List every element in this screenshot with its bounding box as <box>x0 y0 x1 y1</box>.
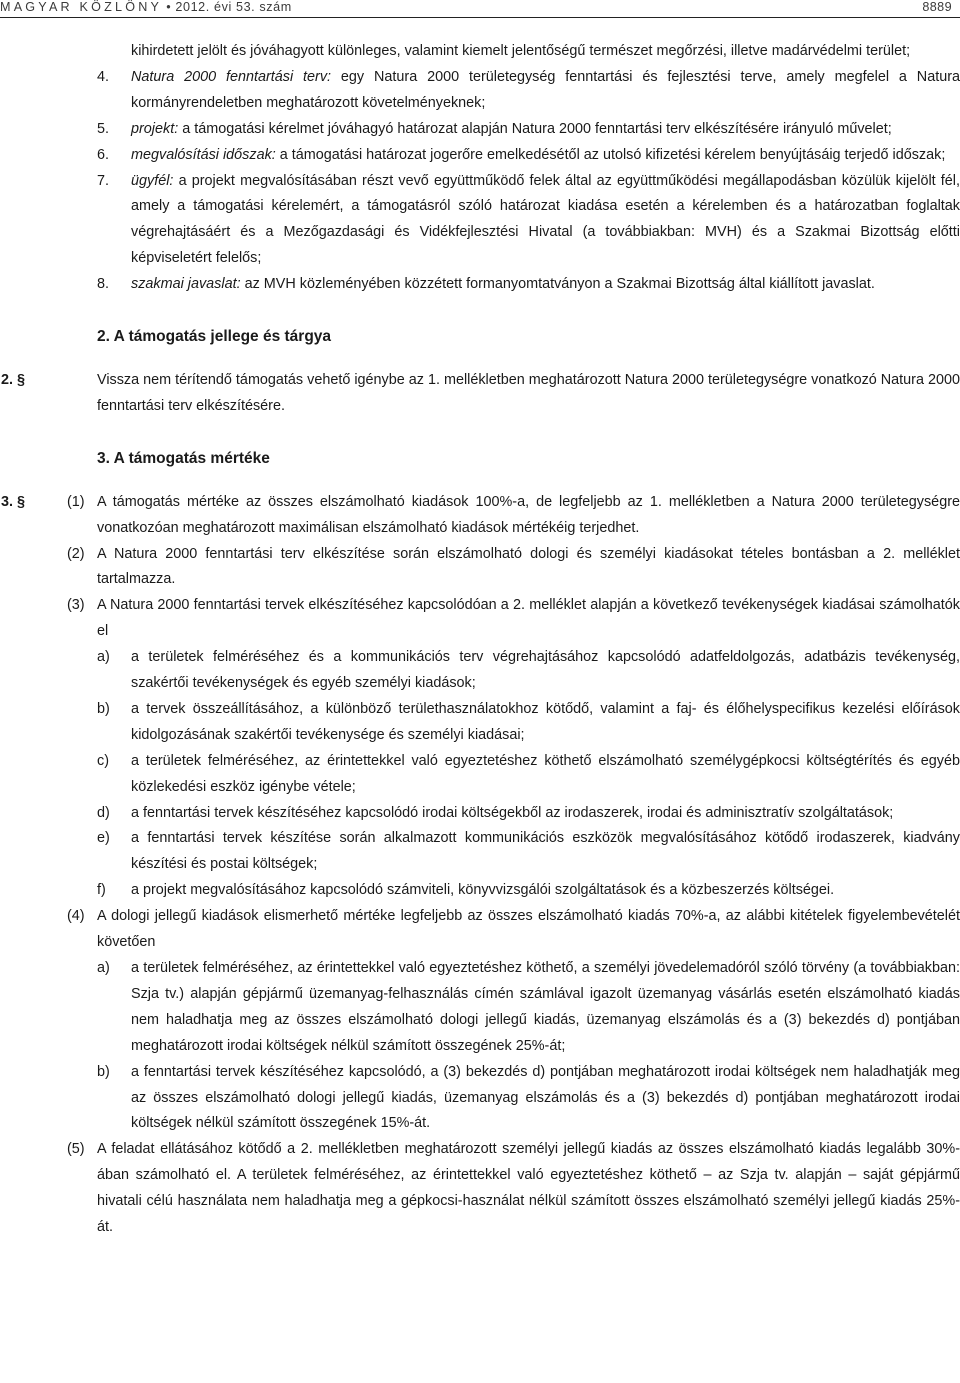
definition-number: 8. <box>97 276 110 293</box>
paragraph-3-subsection-5 <box>0 1137 960 1241</box>
list-item <box>0 878 960 904</box>
definition-item <box>0 65 960 117</box>
definition-item <box>0 169 960 273</box>
definition-text: az MVH közleményében közzétett formanyomtatványon a Szakmai Bizottság által kiállított javaslat. <box>240 276 875 293</box>
paragraph-3-subsection-2 <box>0 542 960 594</box>
definition-term: szakmai javaslat: <box>131 276 241 293</box>
paragraph-text: Vissza nem térítendő támogatás vehető igénybe az 1. mellékletben meghatározott Natura 2000 területegységre vonatkozó Natura 2000 fenntartási terv elkészítésére. <box>97 371 960 414</box>
definition-intro: kihirdetett jelölt és jóváhagyott különleges, valamint kiemelt jelentőségű természet megőrzési, illetve madárvédelmi terület; <box>131 43 911 59</box>
section-2-heading: 2. A támogatás jellege és tárgya <box>97 328 332 346</box>
list-item-text: a területek felméréséhez, az érintettekkel való egyeztetéshez köthető elszámolható személygépkocsi költségtérítés és egyéb közlekedési eszköz igénybe vétele; <box>131 752 960 795</box>
definition-number: 7. <box>97 172 110 189</box>
list-item <box>0 801 960 827</box>
section-3-heading: 3. A támogatás mértéke <box>97 449 270 467</box>
issue-label: 2012. évi 53. szám <box>175 0 292 14</box>
list-item-text: a területek felméréséhez, az érintettekkel való egyeztetéshez köthető, a személyi jövedelemadóról szóló törvény (a továbbiakban: Szja tv.) alapján gépjármű üzemanyag-felhasználás címén számlával igazolt üzemanyag vásárlás esetén elszámolható kiadás nem haladhatja meg az összes elszámolható dologi jellegű kiadás, üzemanyag elszámolás és a (3) bekezdés d) pontjában meghatározott irodai költségek nélkül számított összegének 25%-át; <box>131 960 960 1054</box>
list-item-text: a területek felméréséhez és a kommunikációs terv végrehajtásához kapcsolódó adatfeldolgozás, adatbázis tevékenység, szakértői tevékenységek és egyéb személyi kiadások; <box>131 649 960 692</box>
list-item-letter: f) <box>97 882 106 899</box>
list-item-letter: e) <box>97 830 110 847</box>
subsection-text: A feladat ellátásához kötődő a 2. mellékletben meghatározott személyi jellegű kiadás az összes elszámolható kiadás legalább 30%-ában számolható el. A területek felméréséhez, az érintettekkel való egyeztetéshez köthető – az Szja tv. alapján – saját gépjármű hivatali célú használata nem haladhatja meg a gépkocsi-használat nélkül számított összes elszámolható személyi jellegű kiadás 25%-át. <box>97 1141 960 1236</box>
definition-text: a projekt megvalósításában részt vevő együttműködő felek által az együttműködési megállapodásban közülük kijelölt fél, amely a támogatási kérelemért, a támogatásról szóló határozat kiadása esetén a kérelemben és a határozatban foglaltak végrehajtásáért és a Mezőgazdasági és Vidékfejlesztési Hivatal (a továbbiakban: MVH) és a Szakmai Bizottság előtti képviseletért felelős; <box>131 172 960 267</box>
list-item-letter: b) <box>97 700 110 717</box>
list-item <box>0 956 960 1060</box>
definition-number: 6. <box>97 146 110 163</box>
list-item <box>0 749 960 801</box>
subsection-number: (2) <box>67 545 85 562</box>
definition-term: Natura 2000 fenntartási terv: <box>131 68 332 85</box>
list-item-text: a fenntartási tervek készítése során alkalmazott kommunikációs eszközök megvalósításához kötődő irodaszerek, kiadvány készítési és postai költségek; <box>131 830 960 873</box>
list-item-text: a fenntartási tervek készítéséhez kapcsolódó, a (3) bekezdés d) pontjában meghatározott irodai költségek nem haladhatják meg az összes elszámolható dologi jellegű kiadás, üzemanyag elszámolás és a (3) bekezdés d) pontjában meghatározott irodai költségek nélkül számított összegének 15%-át. <box>131 1063 960 1132</box>
paragraph-number: 3. § <box>1 493 26 510</box>
list-item <box>0 697 960 749</box>
list-item-text: a tervek összeállításához, a különböző területhasználatokhoz kötődő, valamint a faj- és élőhelyspecifikus kezelési előírások kidolgozásának szakértői tevékenysége és személyi kiadásai; <box>131 700 960 743</box>
paragraph-3-subsection-3 <box>0 593 960 645</box>
paragraph-3-subsection-4 <box>0 904 960 956</box>
definition-term: projekt: <box>131 120 179 137</box>
list-item <box>0 826 960 878</box>
list-item-text: a fenntartási tervek készítéséhez kapcsolódó irodai költségekből az irodaszerek, irodai és adminisztratív szolgáltatások; <box>131 804 894 821</box>
header-publication-line: MAGYAR KÖZLÖNY • 2012. évi 53. szám <box>0 0 292 14</box>
definition-text: a támogatási kérelmet jóváhagyó határozat alapján Natura 2000 fenntartási terv elkészítésére irányuló művelet; <box>178 120 892 137</box>
list-item-letter: c) <box>97 752 109 769</box>
definition-term: megvalósítási időszak: <box>131 146 276 163</box>
page-number: 8889 <box>922 0 952 14</box>
list-item-letter: b) <box>97 1063 110 1080</box>
subsection-number: (5) <box>67 1141 85 1158</box>
list-item <box>0 1060 960 1138</box>
definition-text: a támogatási határozat jogerőre emelkedésétől az utolsó kifizetési kérelem benyújtásáig terjedő időszak; <box>275 146 946 163</box>
list-item-letter: a) <box>97 649 110 666</box>
document-body <box>0 39 960 1241</box>
definition-term: ügyfél: <box>131 172 174 189</box>
definition-item <box>0 117 960 143</box>
definition-text: egy Natura 2000 területegység fenntartási és fejlesztési terve, amely megfelel a Natura kormányrendeletben meghatározott követelményeknek; <box>131 68 960 111</box>
list-item-text: a projekt megvalósításához kapcsolódó számviteli, könyvvizsgálói szolgáltatások és a közbeszerzés költségei. <box>131 882 835 899</box>
subsection-text: A dologi jellegű kiadások elismerhető mértéke legfeljebb az összes elszámolható kiadás 70%-a, az alábbi kitételek figyelembevételét követően <box>97 908 960 951</box>
definition-item <box>0 272 960 298</box>
definition-number: 5. <box>97 120 110 137</box>
subsection-number: (1) <box>67 493 85 510</box>
header-rule <box>0 17 960 18</box>
list-item-letter: d) <box>97 804 110 821</box>
subsection-text: A Natura 2000 fenntartási tervek elkészítéséhez kapcsolódóan a 2. melléklet alapján a következő tevékenységek kiadásai számolhatók el <box>97 597 960 640</box>
list-item-letter: a) <box>97 960 110 976</box>
definition-item <box>0 143 960 169</box>
subsection-number: (4) <box>67 908 85 925</box>
paragraph-2 <box>0 368 960 420</box>
subsection-number: (3) <box>67 597 85 614</box>
subsection-text: A támogatás mértéke az összes elszámolható kiadások 100%-a, de legfeljebb az 1. mellékletben a Natura 2000 területegységre vonatkozóan meghatározott maximálisan elszámolható kiadások mértékéig terjedhet. <box>97 493 960 536</box>
definition-number: 4. <box>97 68 110 85</box>
paragraph-number: 2. § <box>1 371 26 388</box>
paragraph-3-subsection-1 <box>0 490 960 542</box>
publication-name: MAGYAR KÖZLÖNY <box>0 0 163 14</box>
list-item <box>0 645 960 697</box>
page-header <box>0 0 960 14</box>
subsection-text: A Natura 2000 fenntartási terv elkészítése során elszámolható dologi és személyi kiadásokat tételes bontásban a 2. melléklet tartalmazza. <box>97 545 960 588</box>
